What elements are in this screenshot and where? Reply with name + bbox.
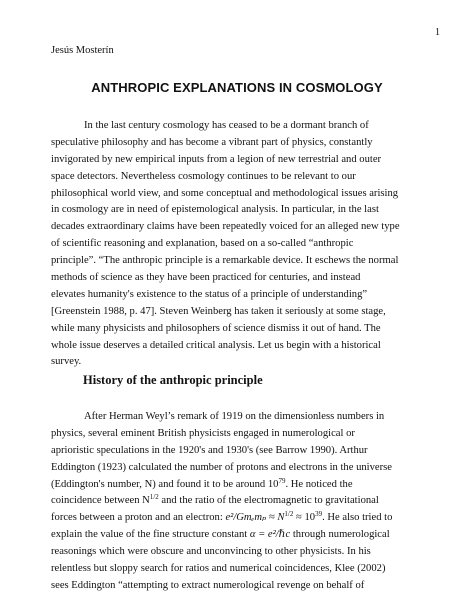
paragraph-line: reasonings which were obscure and unconvincing to other physicists. In his [51, 546, 371, 558]
line-text: and the ratio of the electromagnetic to gravitational [158, 495, 379, 507]
paragraph-line: physics, several eminent British physicists engaged in numerological or [51, 427, 355, 439]
paragraph-line: of scientific reasoning and explanation, based on a so-called “anthropic [51, 238, 354, 250]
paragraph-line [51, 510, 451, 527]
paragraph-line: survey. [51, 356, 82, 368]
history-paragraph [51, 409, 451, 595]
paragraph-line [51, 477, 451, 494]
line-text: forces between a proton and an electron: [51, 512, 226, 524]
math-formula: α = e²/ℏc [249, 529, 291, 541]
line-text: through numerological [290, 529, 390, 541]
paragraph-line: aprioristic speculations in the 1920's and 1930's (see Barrow 1990). Arthur [51, 444, 368, 456]
exponent: 1/2 [149, 493, 159, 502]
page-number: 1 [435, 27, 440, 38]
line-text: (Eddington's number, N) and found it to be around 10 [51, 478, 279, 490]
line-text: coincidence between N [51, 495, 150, 507]
line-text: . He noticed the [285, 478, 353, 490]
paragraph-line: relentless but sloppy search for ratios and numerical coincidences, Klee (2002) [51, 563, 386, 575]
paragraph-line [51, 493, 451, 510]
paragraph-line: whole issue deserves a detailed critical analysis. Let us begin with a historical [51, 339, 381, 351]
math-formula: ≈ 10 [293, 512, 316, 524]
exponent: 1/2 [284, 510, 294, 519]
paragraph-line: methods of science as they have been practiced for centuries, and instead [51, 272, 361, 284]
paragraph-line: In the last century cosmology has ceased to be a dormant branch of [84, 120, 369, 131]
paragraph-line: speculative philosophy and has become a vibrant part of physics, constantly [51, 136, 373, 148]
line-text: . He also tried to [322, 512, 393, 524]
paragraph-line: sees Eddington “attempting to extract numerological revenge on behalf of [51, 579, 365, 591]
paragraph-line: in cosmology are in need of epistemological analysis. In particular, in the last [51, 204, 379, 216]
paper-title: ANTHROPIC EXPLANATIONS IN COSMOLOGY [91, 80, 383, 95]
running-header-author: Jesús Mosterín [51, 45, 114, 56]
intro-paragraph [51, 118, 451, 371]
paragraph-line: principle”. “The anthropic principle is a remarkable device. It eschews the normal [51, 255, 399, 267]
paragraph-line: [Greenstein 1988, p. 47]. Steven Weinberg has taken it seriously at some stage, [51, 305, 386, 317]
paragraph-line: Eddington (1923) calculated the number of protons and electrons in the universe [51, 461, 392, 473]
line-text: explain the value of the fine structure constant [51, 529, 250, 541]
paragraph-line: while many physicists and philosophers of science dismiss it out of hand. The [51, 322, 381, 334]
paragraph-line: space detectors. Nevertheless cosmology continues to be relevant to our [51, 170, 356, 182]
paragraph-line: philosophical world view, and some conceptual and methodological issues arising [51, 187, 399, 199]
paragraph-line: elevates humanity's existence to the status of a principle of understanding” [51, 288, 368, 300]
exponent: 79 [278, 476, 286, 485]
paragraph-line: invigorated by new empirical inputs from a legion of new terrestrial and outer [51, 153, 382, 165]
section-heading: History of the anthropic principle [83, 373, 263, 387]
paragraph-line [51, 527, 451, 544]
paragraph-line: decades extraordinary claims have been repeatedly voiced for an alleged new type [51, 221, 400, 233]
math-formula: e²/Gmₑmₚ ≈ N [225, 512, 285, 524]
exponent: 39 [315, 510, 323, 519]
paragraph-line: After Herman Weyl’s remark of 1919 on the dimensionless numbers in [84, 411, 385, 422]
